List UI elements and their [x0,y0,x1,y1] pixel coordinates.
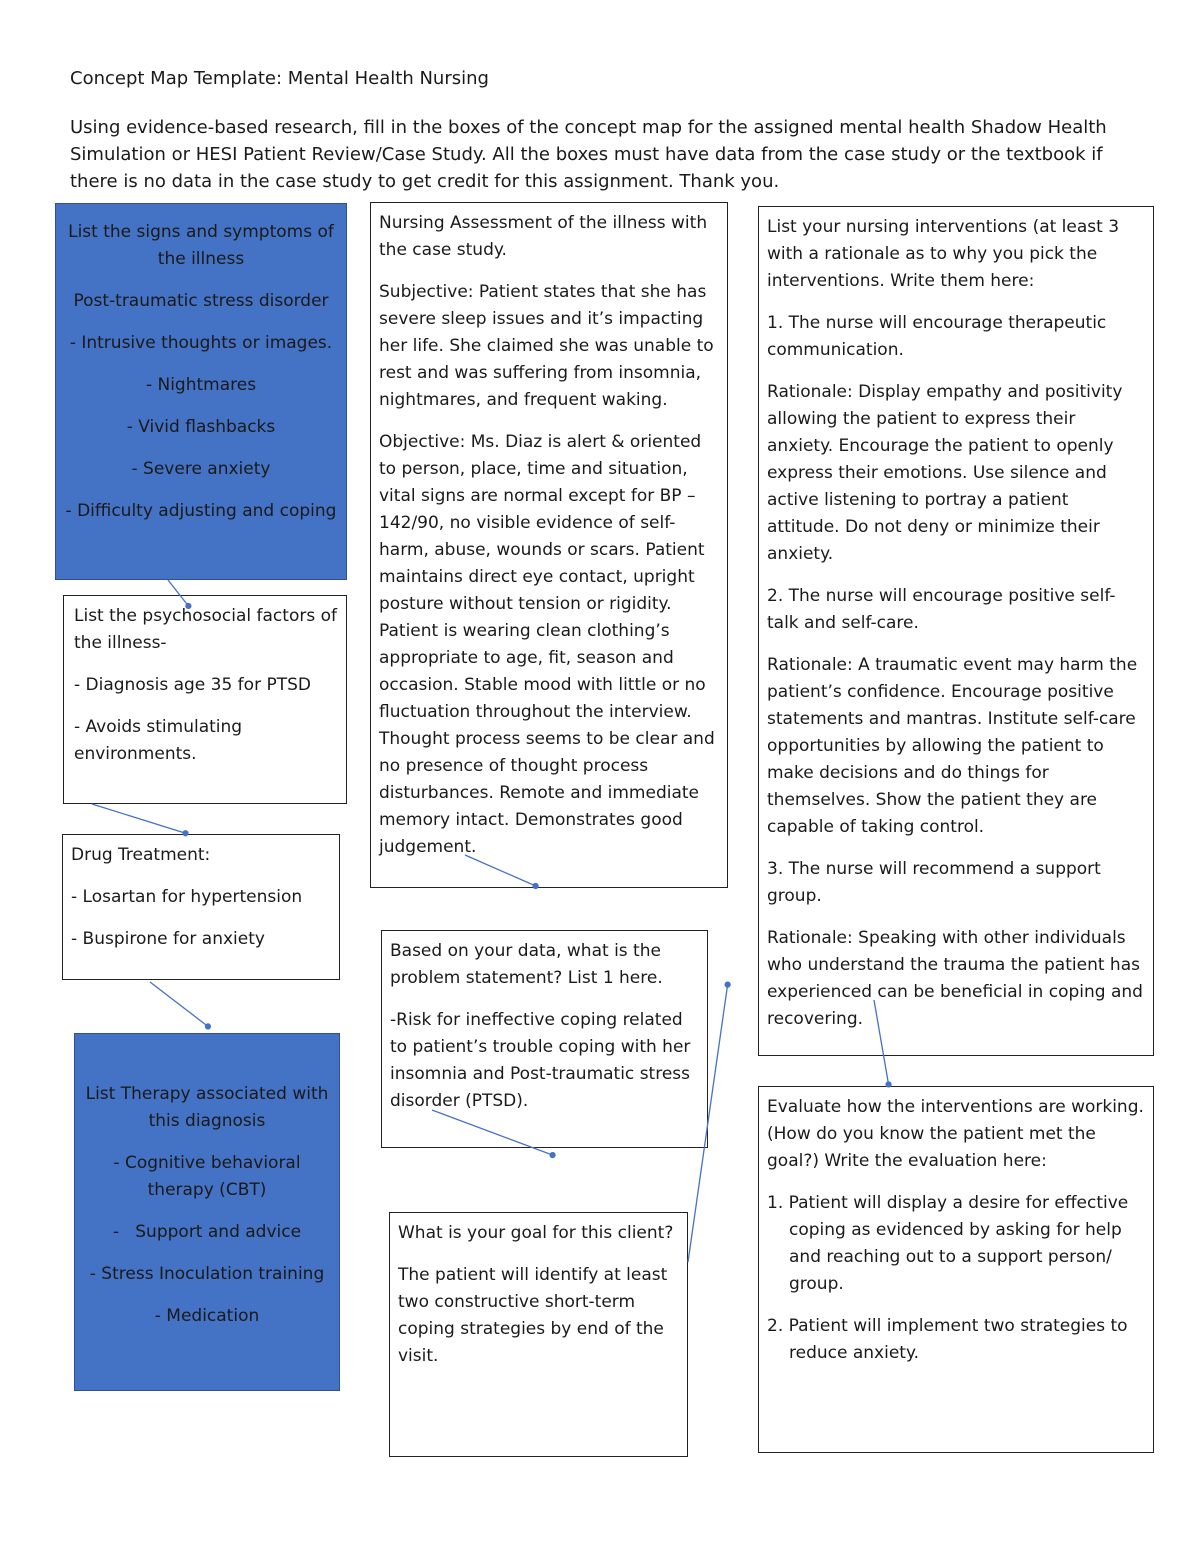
arrow-psychosocial-to-drug [92,804,188,834]
symptom-item: - Vivid flashbacks [126,417,276,437]
drug-item: - Buspirone for anxiety [71,929,265,949]
therapy-heading: List Therapy associated with this diagnosis [85,1084,329,1131]
symptom-item: - Difficulty adjusting and coping [65,501,337,521]
symptom-item: - Intrusive thoughts or images. [69,333,333,353]
arrow-interventions-to-evaluation [874,1000,889,1087]
assessment-heading: Nursing Assessment of the illness with the case study. [379,213,708,260]
evaluation-item: 1. Patient will display a desire for effective coping as evidenced by asking for help and reaching out to a support person/ group. [767,1193,1129,1294]
goal-heading: What is your goal for this client? [398,1223,674,1243]
illness-name: Post-traumatic stress disorder [73,291,329,311]
evaluation-heading: Evaluate how the interventions are working. (How do you know the patient met the goal?) Write the evaluation here: [767,1097,1144,1171]
intervention-item: 2. The nurse will encourage positive self-talk and self-care. [767,586,1116,633]
intervention-item: 3. The nurse will recommend a support group. [767,859,1101,906]
arrow-goal-to-interventions [688,982,728,1262]
objective-text: Objective: Ms. Diaz is alert & oriented to person, place, time and situation, vital signs are normal except for BP – 142/90, no visible evidence of self-harm, abuse, wounds or scars. Patient maintains direct eye contact, upright posture without tension or rigidity. Patient is wearing clean clothing’s appropriate to age, fit, season and occasion. Stable mood with little or no fluctuation throughout the interview. Thought process seems to be clear and no presence of thought process disturbances. Remote and immediate memory intact. Demonstrates good judgement. [379,432,715,857]
page-title: Concept Map Template: Mental Health Nursing [70,68,489,89]
subjective-text: Subjective: Patient states that she has severe sleep issues and it’s impacting her life. She claimed she was unable to rest and was suffering from insomnia, nightmares, and frequent waking. [379,282,714,410]
therapy-item: - Stress Inoculation training [89,1264,325,1284]
problem-text: -Risk for ineffective coping related to patient’s trouble coping with her insomnia and Post-traumatic stress disorder (PTSD). [390,1010,691,1111]
drug-heading: Drug Treatment: [71,845,211,865]
rationale-text: Rationale: Display empathy and positivity allowing the patient to express their anxiety. Encourage the patient to openly express their emotions. Use silence and active listening to portray a patient attitude. Do not deny or minimize their anxiety. [767,382,1123,564]
therapy-item: - Medication [154,1306,260,1326]
problem-heading: Based on your data, what is the problem statement? List 1 here. [390,941,663,988]
evaluation-item: 2. Patient will implement two strategies to reduce anxiety. [767,1316,1128,1363]
intervention-item: 1. The nurse will encourage therapeutic communication. [767,313,1107,360]
signs-heading: List the signs and symptoms of the illness [68,222,334,269]
arrow-assessment-to-problem [465,855,538,887]
arrow-problem-to-goal [432,1110,555,1156]
arrow-signs-to-psychosocial [168,580,190,608]
psychosocial-item: - Diagnosis age 35 for PTSD [74,675,311,695]
symptom-item: - Nightmares [145,375,257,395]
goal-text: The patient will identify at least two constructive short-term coping strategies by end of the visit. [398,1265,668,1366]
symptom-item: - Severe anxiety [131,459,271,479]
rationale-text: Rationale: Speaking with other individuals who understand the trauma the patient has experienced can be beneficial in coping and recovering. [767,928,1143,1029]
therapy-item: - Support and advice [112,1222,302,1242]
rationale-text: Rationale: A traumatic event may harm the patient’s confidence. Encourage positive statements and mantras. Institute self-care opportunities by allowing the patient to make decisions and do things for themselves. Show the patient they are capable of taking control. [767,655,1138,837]
psychosocial-heading: List the psychosocial factors of the illness- [74,606,337,653]
psychosocial-item: - Avoids stimulating environments. [74,717,243,764]
instructions: Using evidence-based research, fill in the boxes of the concept map for the assigned mental health Shadow Health Simulation or HESI Patient Review/Case Study. All the boxes must have data from the case study or the textbook if there is no data in the case study to get credit for this assignment. Thank you. [70,117,1107,192]
arrow-drug-to-therapy [150,982,210,1028]
interventions-heading: List your nursing interventions (at least 3 with a rationale as to why you pick the interventions. Write them here: [767,217,1120,291]
drug-item: - Losartan for hypertension [71,887,303,907]
therapy-item: - Cognitive behavioral therapy (CBT) [113,1153,301,1200]
